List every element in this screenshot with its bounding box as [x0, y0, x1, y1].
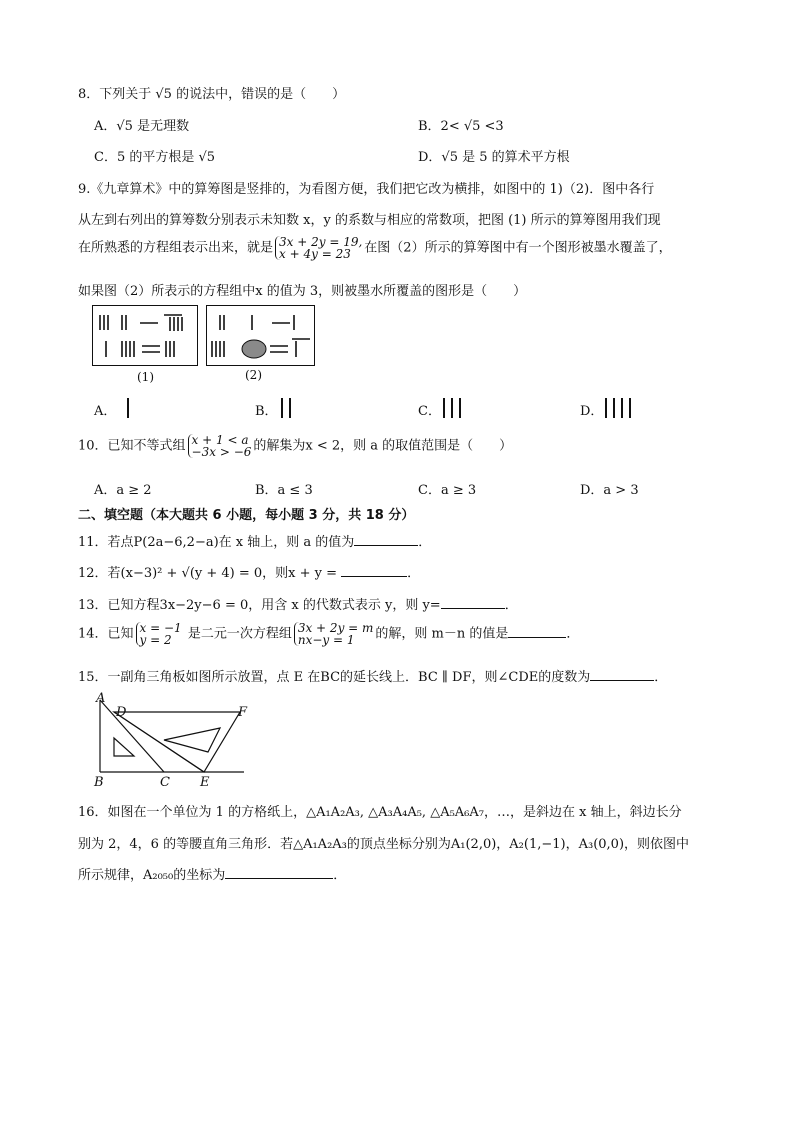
q8-option-b: B．2< √5 <3 [418, 119, 504, 134]
q9-option-a-label: A． [94, 404, 117, 419]
q10-ineq-row2: −3x > −6 [191, 445, 252, 459]
q9-option-a [94, 400, 116, 419]
q10-ineq-row1: x + 1 < a [191, 433, 249, 447]
q10-option-b: B．a ≤ 3 [255, 483, 313, 498]
q9-option-c-label: C． [418, 404, 441, 419]
q8-stem: 8．下列关于 √5 的说法中，错误的是（ ） [78, 87, 346, 102]
q14-post: 的解，则 m－n 的值是 [375, 626, 509, 642]
q9-equation-system [275, 236, 362, 260]
label-a: A [96, 691, 106, 706]
q8-option-a: A．√5 是无理数 [94, 119, 190, 134]
q16-line2: 别为 2，4，6 的等腰直角三角形．若△A₁A₂A₃的顶点坐标分别为A₁(2,0)，A₂(1,−1)，A₃(0,0)，则依图中 [78, 837, 690, 852]
q15-end: ． [654, 670, 668, 685]
q14-sol-row1: x = −1 [139, 621, 182, 635]
q13-answer-blank[interactable] [441, 596, 505, 609]
q9-line3 [78, 236, 672, 260]
rod-two [280, 398, 296, 420]
rod-three [442, 398, 466, 420]
q10-pre: 10．已知不等式组 [78, 438, 186, 454]
q14-solution-system [136, 622, 182, 646]
q15-answer-blank[interactable] [590, 668, 654, 681]
label-c: C [160, 775, 170, 790]
q12-end: ． [407, 566, 421, 581]
q12-text: 12．若(x−3)² + √(y + 4) = 0，则x + y = [78, 566, 342, 581]
q10-option-a: A．a ≥ 2 [94, 483, 152, 498]
label-b: B [94, 775, 104, 790]
q14-answer-blank[interactable] [508, 625, 566, 638]
set-squares-figure [92, 692, 257, 792]
q14-pre: 14．已知 [78, 626, 134, 642]
q12-answer-blank[interactable] [341, 564, 407, 577]
q9-eq-row2: x + 4y = 23 [279, 247, 351, 261]
rod-four [604, 398, 636, 420]
q13-end: ． [504, 598, 518, 613]
q13 [78, 594, 518, 613]
q14 [78, 622, 579, 646]
fig2-label: (2) [245, 368, 262, 382]
q8-option-d: D．√5 是 5 的算术平方根 [418, 150, 570, 165]
rod-one [126, 398, 136, 420]
q14-sol-row2: y = 2 [139, 633, 172, 647]
q16-answer-blank[interactable] [225, 866, 333, 879]
section-heading: 二、填空题（本大题共 6 小题，每小题 3 分，共 18 分） [78, 508, 415, 523]
ink-blot [242, 340, 266, 358]
q16-line3-text: 所示规律，A₂₀₅₀的坐标为 [78, 868, 226, 883]
q9-option-b [255, 400, 278, 419]
q14-eq-row1: 3x + 2y = m [297, 621, 374, 635]
q11 [78, 531, 431, 550]
q9-line2: 从左到右列出的算筹数分别表示未知数 x，y 的系数与相应的常数项，把图 (1) 所示的算筹图用我们现 [78, 213, 661, 228]
q10-inequality-system [188, 434, 252, 458]
q8-option-c: C．5 的平方根是 √5 [94, 150, 216, 165]
q9-eq-row1: 3x + 2y = 19, [279, 235, 363, 249]
q9-line3-pre: 在所熟悉的方程组表示出来，就是 [78, 240, 274, 256]
q16-line3 [78, 864, 346, 883]
counting-rod-figures [92, 305, 332, 369]
q14-equation-system [294, 622, 374, 646]
q15-text: 15．一副角三角板如图所示放置，点 E 在BC的延长线上．BC ∥ DF，则∠CDE的度数为 [78, 670, 591, 685]
q14-mid: 是二元一次方程组 [187, 626, 292, 642]
q9-line1: 9.《九章算术》中的算筹图是竖排的，为看图方便，我们把它改为横排，如图中的 1)（2)．图中各行 [78, 182, 655, 197]
q12 [78, 562, 420, 581]
q10-option-d: D．a > 3 [580, 483, 639, 498]
q9-line3-post: 在图（2）所示的算筹图中有一个图形被墨水覆盖了， [364, 240, 672, 256]
q9-option-d-label: D． [580, 404, 604, 419]
q10-post: 的解集为x < 2，则 a 的取值范围是（ ） [253, 438, 513, 454]
q9-line4: 如果图（2）所表示的方程组中x 的值为 3，则被墨水所覆盖的图形是（ ） [78, 284, 527, 299]
label-d: D [116, 705, 127, 720]
q14-end: ． [566, 626, 580, 642]
label-f: F [238, 705, 248, 720]
q16-line1: 16．如图在一个单位为 1 的方格纸上，△A₁A₂A₃, △A₃A₄A₅, △A₅A₆A₇，…，是斜边在 x 轴上，斜边长分 [78, 805, 682, 820]
q14-eq-row2: nx−y = 1 [297, 633, 355, 647]
q15 [78, 666, 667, 685]
q10-stem [78, 434, 512, 458]
q11-text: 11．若点P(2a−6,2−a)在 x 轴上，则 a 的值为 [78, 535, 355, 550]
q11-end: ． [418, 535, 432, 550]
q13-text: 13．已知方程3x−2y−6 = 0，用含 x 的代数式表示 y，则 y= [78, 598, 441, 613]
q9-option-d [580, 400, 603, 419]
q16-end: ． [333, 868, 347, 883]
q9-option-b-label: B． [255, 404, 278, 419]
fig1-label: (1) [137, 370, 154, 384]
q11-answer-blank[interactable] [354, 533, 418, 546]
label-e: E [200, 775, 210, 790]
q10-option-c: C．a ≥ 3 [418, 483, 477, 498]
q9-option-c [418, 400, 441, 419]
